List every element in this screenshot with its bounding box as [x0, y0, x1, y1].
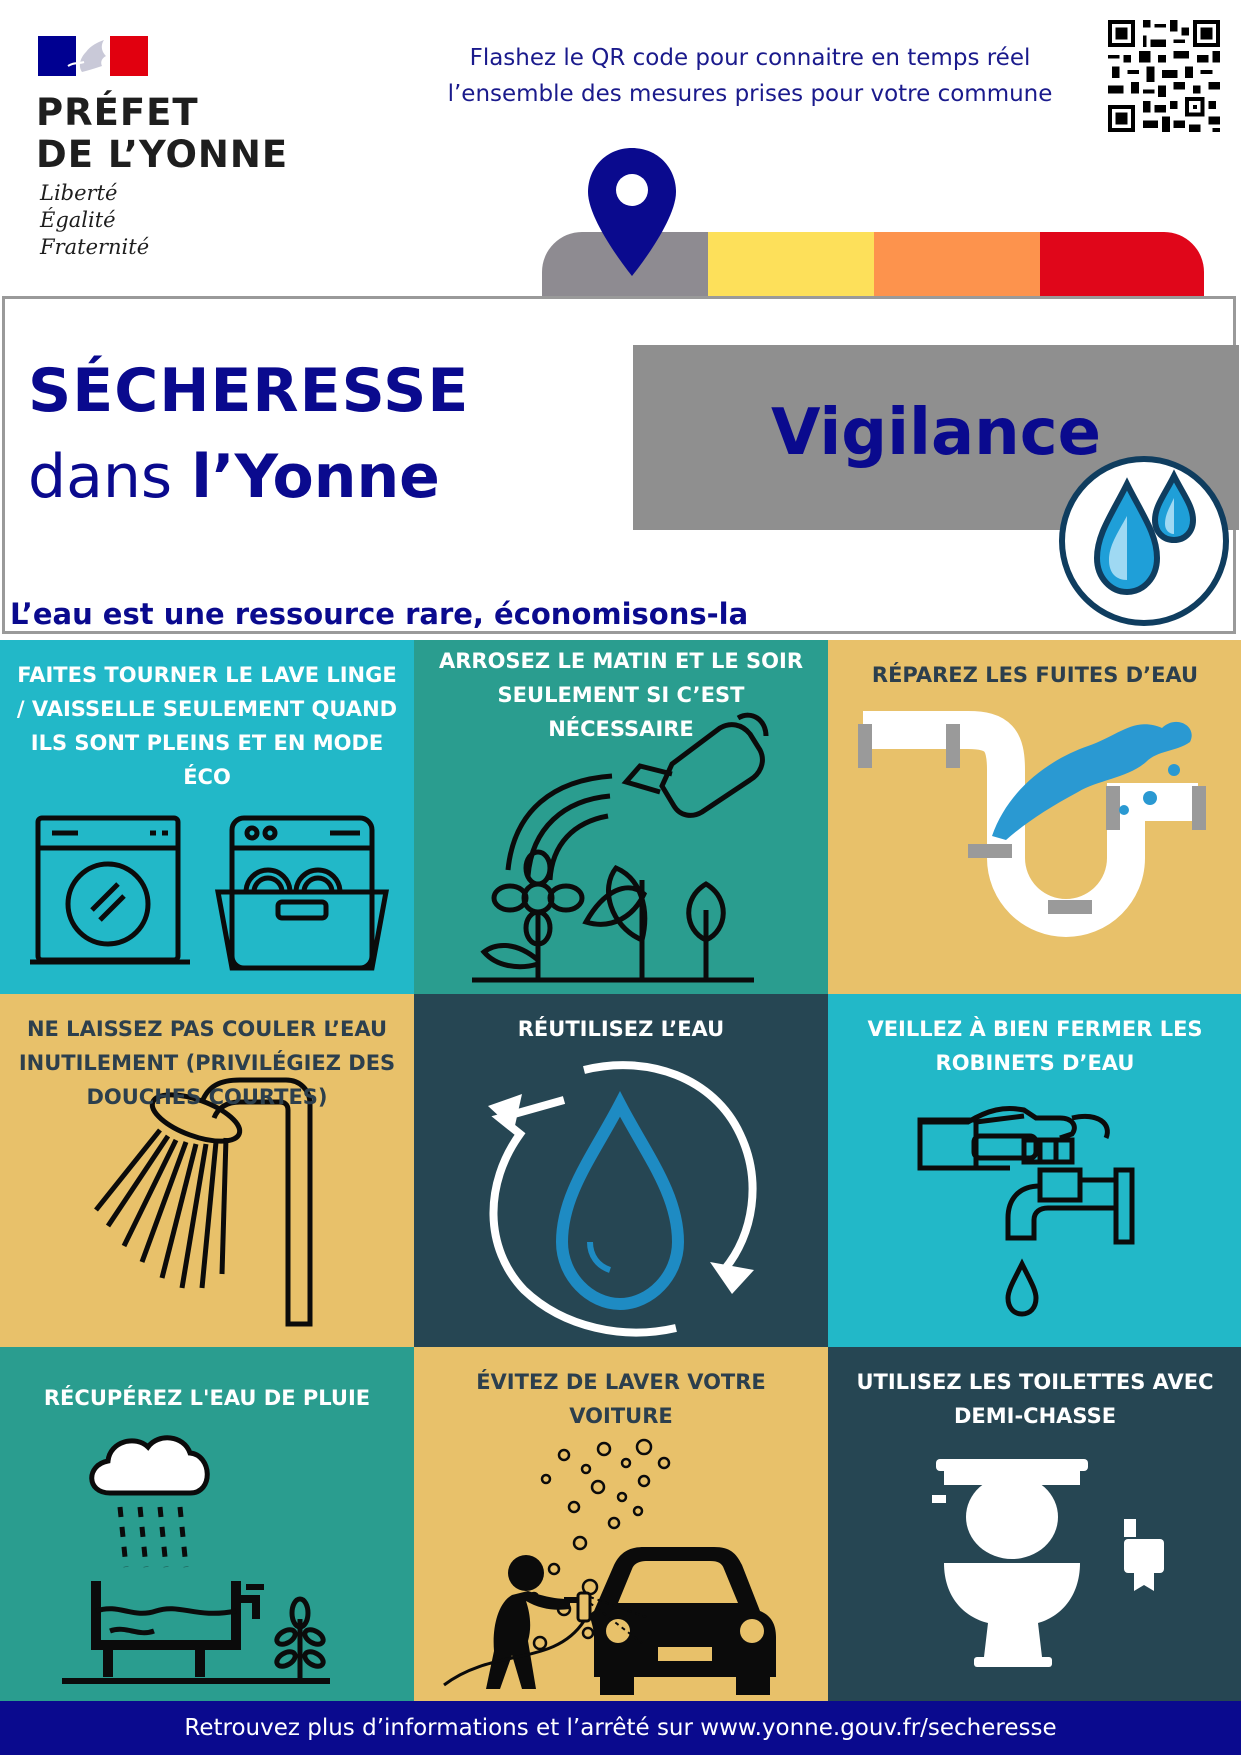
tile-toilet [828, 1347, 1241, 1701]
qr-text-line-2: l’ensemble des mesures prises pour votre commune [447, 81, 1053, 107]
level-alerte-segment [874, 232, 1040, 296]
republic-motto [40, 180, 149, 261]
tile-washing [0, 640, 414, 994]
prefecture-name [36, 92, 288, 176]
tile-title: FAITES TOURNER LE LAVE LINGE / VAISSELLE SEULEMENT QUAND ILS SONT PLEINS ET EN MODE ÉCO [16, 663, 398, 789]
map-pin-icon [586, 146, 678, 278]
leaking-pipe-icon [828, 640, 1241, 994]
tile-title: VEILLEZ À BIEN FERMER LES ROBINETS D’EAU [867, 1017, 1203, 1075]
tile-shower [0, 994, 414, 1348]
tile-title: ÉVITEZ DE LAVER VOTRE VOITURE [476, 1370, 766, 1428]
qr-text-line-1: Flashez le QR code pour connaitre en temps réel [469, 45, 1031, 71]
level-vigilance-segment [708, 232, 874, 296]
water-recycle-icon [414, 994, 828, 1348]
tile-title: RÉCUPÉREZ L'EAU DE PLUIE [43, 1386, 371, 1410]
water-drops-icon [1057, 454, 1231, 628]
drought-title: SÉCHERESSE [28, 356, 470, 426]
tile-car [414, 1347, 828, 1701]
drought-subtitle [28, 442, 440, 512]
qr-code-icon[interactable] [1108, 20, 1220, 132]
footer-link[interactable]: Retrouvez plus d’informations et l’arrêté sur www.yonne.gouv.fr/secheresse [184, 1715, 1057, 1741]
level-crise-segment [1040, 232, 1204, 296]
prefet-line-2: DE L’YONNE [36, 133, 289, 176]
marianne-flag-logo [38, 36, 148, 80]
tile-title: RÉPAREZ LES FUITES D’EAU [871, 663, 1199, 687]
tile-watering [414, 640, 828, 994]
tile-title: UTILISEZ LES TOILETTES AVEC DEMI-CHASSE [856, 1370, 1214, 1428]
tile-title: ARROSEZ LE MATIN ET LE SOIR SEULEMENT SI C’EST NÉCESSAIRE [438, 649, 803, 741]
qr-instructions [400, 40, 1100, 112]
subtitle-bold: l’Yonne [191, 442, 440, 512]
alert-level-label: Vigilance [770, 396, 1102, 470]
prefet-line-1: PRÉFET [36, 91, 199, 134]
subtitle-regular: dans [28, 442, 192, 512]
tile-title: NE LAISSEZ PAS COULER L’EAU INUTILEMENT (PRIVILÉGIEZ DES DOUCHES COURTES) [18, 1017, 396, 1109]
tile-leaks [828, 640, 1241, 994]
motto-egalite: Égalité [40, 208, 116, 232]
tile-taps [828, 994, 1241, 1348]
slogan: L’eau est une ressource rare, économisons-la [10, 597, 749, 631]
tile-reuse [414, 994, 828, 1348]
tile-rain [0, 1347, 414, 1701]
motto-fraternite: Fraternité [40, 235, 150, 259]
motto-liberte: Liberté [40, 181, 118, 205]
tile-title: RÉUTILISEZ L’EAU [517, 1017, 725, 1041]
